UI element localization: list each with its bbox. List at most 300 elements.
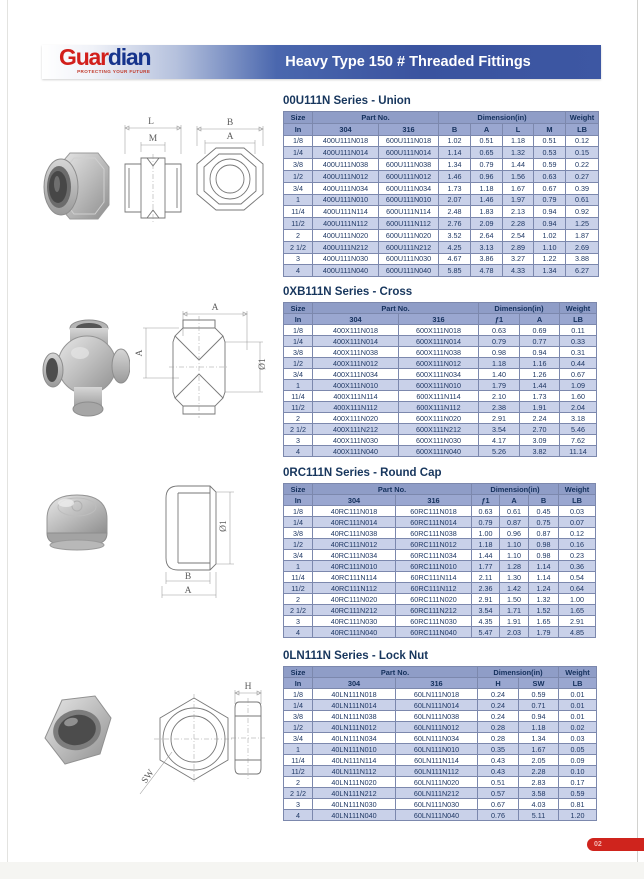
- lock-nut-photo: [38, 692, 116, 772]
- value-cell: 0.79: [471, 159, 503, 171]
- part-no-cell: 40RC111N114: [313, 572, 396, 583]
- table-subheader-row: [284, 123, 599, 135]
- value-cell: 0.07: [559, 517, 596, 528]
- table-subheader-row: [284, 314, 597, 325]
- part-no-cell: 40RC111N112: [313, 583, 396, 594]
- table-row: [284, 627, 596, 638]
- value-cell: 2.03: [500, 627, 529, 638]
- value-cell: 4.17: [479, 435, 520, 446]
- value-cell: 1.00: [472, 528, 500, 539]
- size-cell: 2: [284, 777, 313, 788]
- part-no-cell: 60LN111N114: [396, 755, 478, 766]
- value-cell: 0.76: [478, 810, 519, 821]
- size-cell: 1/8: [284, 506, 313, 517]
- value-cell: 2.91: [559, 616, 596, 627]
- size-cell: 1/8: [284, 689, 313, 700]
- value-cell: 1.77: [472, 561, 500, 572]
- value-cell: 3.52: [439, 229, 471, 241]
- cross-dim-label-A-left: A: [135, 349, 145, 357]
- size-cell: 3/4: [284, 550, 313, 561]
- table-row: [284, 583, 596, 594]
- size-cell: 1: [284, 744, 313, 755]
- value-cell: 0.64: [559, 583, 596, 594]
- table-header-row: [284, 484, 596, 495]
- brand-tagline: PROTECTING YOUR FUTURE: [77, 69, 151, 74]
- table-row: [284, 391, 597, 402]
- value-cell: 4.33: [503, 265, 534, 277]
- part-no-cell: 600U111N020: [379, 229, 439, 241]
- part-no-header: Part No.: [313, 484, 472, 495]
- page-edge-left: [7, 0, 8, 879]
- value-cell: 0.51: [471, 135, 503, 147]
- part-no-cell: 60LN111N020: [396, 777, 478, 788]
- part-no-cell: 600U111N114: [379, 206, 439, 218]
- part-no-cell: 40LN111N040: [313, 810, 396, 821]
- value-cell: 2.48: [439, 206, 471, 218]
- table-row: [284, 810, 597, 821]
- value-cell: 1.97: [503, 194, 534, 206]
- size-cell: 2: [284, 229, 313, 241]
- value-cell: 0.67: [478, 799, 519, 810]
- part-no-cell: 40LN111N038: [313, 711, 396, 722]
- lock-nut-hex-drawing: [136, 686, 240, 798]
- value-cell: 2.54: [503, 229, 534, 241]
- size-cell: 1/2: [284, 358, 313, 369]
- size-cell: 1: [284, 561, 313, 572]
- part-no-header: Part No.: [313, 667, 478, 678]
- part-no-cell: 600U111N018: [379, 135, 439, 147]
- value-cell: 1.44: [520, 380, 560, 391]
- size-unit-header: In: [284, 123, 313, 135]
- value-cell: 5.26: [479, 446, 520, 457]
- part-no-cell: 60RC111N034: [396, 550, 472, 561]
- weight-unit-header: LB: [559, 678, 597, 689]
- part-no-cell: 40RC111N030: [313, 616, 396, 627]
- part-no-cell: 40RC111N038: [313, 528, 396, 539]
- part-no-cell: 600X111N212: [399, 424, 479, 435]
- round-cap-table: [283, 483, 596, 638]
- table-row: [284, 528, 596, 539]
- material-316-header: 316: [396, 678, 478, 689]
- value-cell: 0.28: [478, 733, 519, 744]
- table-row: [284, 594, 596, 605]
- part-no-cell: 60RC111N014: [396, 517, 472, 528]
- table-row: [284, 550, 596, 561]
- part-no-cell: 40LN111N014: [313, 700, 396, 711]
- part-no-cell: 600X111N012: [399, 358, 479, 369]
- size-cell: 1/4: [284, 700, 313, 711]
- value-cell: 0.43: [478, 766, 519, 777]
- value-cell: 0.39: [566, 182, 599, 194]
- value-cell: 0.75: [529, 517, 559, 528]
- value-cell: 1.67: [519, 744, 559, 755]
- union-front-drawing: [192, 112, 268, 220]
- value-cell: 1.09: [560, 380, 597, 391]
- size-cell: 1/8: [284, 325, 313, 336]
- size-cell: 4: [284, 265, 313, 277]
- dimension-column-header: A: [520, 314, 560, 325]
- value-cell: 0.23: [559, 550, 596, 561]
- value-cell: 1.14: [529, 572, 559, 583]
- material-304-header: 304: [313, 314, 399, 325]
- nut-dim-label-H: H: [244, 682, 252, 692]
- dimension-column-header: B: [439, 123, 471, 135]
- cross-dim-label-A-top: A: [211, 303, 219, 313]
- value-cell: 2.24: [520, 413, 560, 424]
- table-header-row: [284, 303, 597, 314]
- value-cell: 3.27: [503, 253, 534, 265]
- part-no-cell: 600X111N040: [399, 446, 479, 457]
- value-cell: 0.51: [478, 777, 519, 788]
- part-no-cell: 40RC111N020: [313, 594, 396, 605]
- value-cell: 3.88: [566, 253, 599, 265]
- size-cell: 2: [284, 594, 313, 605]
- size-header: Size: [284, 303, 313, 314]
- dimension-column-header: A: [471, 123, 503, 135]
- value-cell: 1.34: [534, 265, 566, 277]
- part-no-cell: 600U111N030: [379, 253, 439, 265]
- table-row: [284, 170, 599, 182]
- dimension-column-header: B: [529, 495, 559, 506]
- table-row: [284, 147, 599, 159]
- value-cell: 1.67: [503, 182, 534, 194]
- table-row: [284, 241, 599, 253]
- part-no-cell: 400U111N114: [313, 206, 379, 218]
- value-cell: 1.83: [471, 206, 503, 218]
- value-cell: 2.28: [519, 766, 559, 777]
- value-cell: 2.28: [503, 218, 534, 230]
- value-cell: 1.73: [439, 182, 471, 194]
- value-cell: 1.18: [472, 539, 500, 550]
- value-cell: 1.02: [534, 229, 566, 241]
- value-cell: 0.02: [559, 722, 597, 733]
- value-cell: 0.67: [560, 369, 597, 380]
- size-cell: 2: [284, 413, 313, 424]
- value-cell: 4.78: [471, 265, 503, 277]
- size-cell: 3/4: [284, 182, 313, 194]
- size-cell: 2 1/2: [284, 241, 313, 253]
- value-cell: 1.40: [479, 369, 520, 380]
- size-cell: 11/4: [284, 391, 313, 402]
- value-cell: 6.27: [566, 265, 599, 277]
- size-cell: 3: [284, 435, 313, 446]
- dimension-column-header: L: [503, 123, 534, 135]
- value-cell: 2.13: [503, 206, 534, 218]
- dimension-column-header: ƒ1: [472, 495, 500, 506]
- table-row: [284, 402, 597, 413]
- part-no-cell: 60LN111N040: [396, 810, 478, 821]
- value-cell: 2.70: [520, 424, 560, 435]
- value-cell: 0.63: [479, 325, 520, 336]
- value-cell: 4.85: [559, 627, 596, 638]
- size-cell: 3: [284, 799, 313, 810]
- value-cell: 0.98: [479, 347, 520, 358]
- union-dim-label-M: M: [148, 134, 158, 144]
- table-row: [284, 777, 597, 788]
- value-cell: 1.65: [559, 605, 596, 616]
- brand-name: [59, 46, 150, 69]
- part-no-cell: 400X111N030: [313, 435, 399, 446]
- size-cell: 1/4: [284, 336, 313, 347]
- part-no-cell: 40RC111N010: [313, 561, 396, 572]
- part-no-cell: 60RC111N020: [396, 594, 472, 605]
- part-no-cell: 400U111N018: [313, 135, 379, 147]
- dimension-header: Dimension(in): [479, 303, 560, 314]
- value-cell: 1.14: [529, 561, 559, 572]
- value-cell: 0.36: [559, 561, 596, 572]
- value-cell: 0.94: [519, 711, 559, 722]
- value-cell: 0.59: [559, 788, 597, 799]
- size-unit-header: In: [284, 678, 313, 689]
- value-cell: 1.42: [500, 583, 529, 594]
- size-cell: 2 1/2: [284, 605, 313, 616]
- value-cell: 2.69: [566, 241, 599, 253]
- value-cell: 1.24: [529, 583, 559, 594]
- table-row: [284, 799, 597, 810]
- value-cell: 3.86: [471, 253, 503, 265]
- value-cell: 3.18: [560, 413, 597, 424]
- value-cell: 0.12: [559, 528, 596, 539]
- union-table: [283, 111, 599, 277]
- value-cell: 0.54: [559, 572, 596, 583]
- part-no-cell: 60RC111N010: [396, 561, 472, 572]
- value-cell: 4.67: [439, 253, 471, 265]
- part-no-cell: 40LN111N114: [313, 755, 396, 766]
- union-dim-label-L: L: [148, 117, 154, 127]
- union-photo: [38, 146, 112, 228]
- part-no-cell: 40LN111N030: [313, 799, 396, 810]
- part-no-cell: 400U111N014: [313, 147, 379, 159]
- value-cell: 1.79: [479, 380, 520, 391]
- weight-header: Weight: [560, 303, 597, 314]
- value-cell: 1.73: [520, 391, 560, 402]
- material-316-header: 316: [396, 495, 472, 506]
- material-304-header: 304: [313, 123, 379, 135]
- value-cell: 1.34: [439, 159, 471, 171]
- value-cell: 3.09: [520, 435, 560, 446]
- size-cell: 3: [284, 253, 313, 265]
- value-cell: 0.45: [529, 506, 559, 517]
- weight-unit-header: LB: [559, 495, 596, 506]
- part-no-cell: 600X111N010: [399, 380, 479, 391]
- value-cell: 1.18: [503, 135, 534, 147]
- part-no-cell: 60RC111N040: [396, 627, 472, 638]
- size-cell: 11/4: [284, 206, 313, 218]
- value-cell: 2.38: [479, 402, 520, 413]
- part-no-cell: 400X111N010: [313, 380, 399, 391]
- part-no-cell: 40LN111N010: [313, 744, 396, 755]
- material-304-header: 304: [313, 495, 396, 506]
- part-no-header: Part No.: [313, 112, 439, 124]
- value-cell: 0.96: [500, 528, 529, 539]
- value-cell: 1.65: [529, 616, 559, 627]
- table-row: [284, 159, 599, 171]
- size-cell: 11/2: [284, 583, 313, 594]
- value-cell: 1.22: [534, 253, 566, 265]
- value-cell: 1.30: [500, 572, 529, 583]
- value-cell: 0.69: [520, 325, 560, 336]
- value-cell: 2.64: [471, 229, 503, 241]
- value-cell: 3.54: [472, 605, 500, 616]
- material-304-header: 304: [313, 678, 396, 689]
- cross-table: [283, 302, 597, 457]
- value-cell: 4.35: [472, 616, 500, 627]
- part-no-cell: 40LN111N112: [313, 766, 396, 777]
- weight-unit-header: LB: [560, 314, 597, 325]
- page-edge-right: [637, 0, 638, 879]
- part-no-cell: 60LN111N010: [396, 744, 478, 755]
- part-no-cell: 600U111N112: [379, 218, 439, 230]
- value-cell: 0.59: [519, 689, 559, 700]
- size-cell: 1/4: [284, 517, 313, 528]
- part-no-cell: 60RC111N112: [396, 583, 472, 594]
- part-no-cell: 60RC111N038: [396, 528, 472, 539]
- value-cell: 1.60: [560, 391, 597, 402]
- value-cell: 1.18: [479, 358, 520, 369]
- table-row: [284, 336, 597, 347]
- material-316-header: 316: [379, 123, 439, 135]
- size-cell: 1/4: [284, 147, 313, 159]
- table-row: [284, 788, 597, 799]
- cross-dim-label-dia: Ø1: [258, 358, 268, 370]
- value-cell: 0.12: [566, 135, 599, 147]
- value-cell: 2.83: [519, 777, 559, 788]
- value-cell: 1.50: [500, 594, 529, 605]
- value-cell: 3.58: [519, 788, 559, 799]
- part-no-cell: 60LN111N112: [396, 766, 478, 777]
- size-cell: 1/2: [284, 722, 313, 733]
- value-cell: 1.32: [529, 594, 559, 605]
- part-no-cell: 60RC111N012: [396, 539, 472, 550]
- value-cell: 7.62: [560, 435, 597, 446]
- value-cell: 1.46: [439, 170, 471, 182]
- brand-name-blue: dian: [107, 44, 151, 70]
- table-row: [284, 517, 596, 528]
- dimension-column-header: H: [478, 678, 519, 689]
- part-no-cell: 40RC111N040: [313, 627, 396, 638]
- value-cell: 4.03: [519, 799, 559, 810]
- table-header-row: [284, 112, 599, 124]
- value-cell: 0.61: [500, 506, 529, 517]
- value-cell: 2.89: [503, 241, 534, 253]
- part-no-cell: 600U111N034: [379, 182, 439, 194]
- size-cell: 2 1/2: [284, 788, 313, 799]
- size-cell: 4: [284, 446, 313, 457]
- value-cell: 0.98: [529, 539, 559, 550]
- value-cell: 0.43: [478, 755, 519, 766]
- series-title-union: 00U111N Series - Union: [283, 95, 411, 107]
- value-cell: 1.10: [500, 539, 529, 550]
- value-cell: 0.31: [560, 347, 597, 358]
- table-row: [284, 325, 597, 336]
- value-cell: 2.11: [472, 572, 500, 583]
- size-cell: 4: [284, 627, 313, 638]
- part-no-cell: 600X111N018: [399, 325, 479, 336]
- part-no-cell: 60RC111N212: [396, 605, 472, 616]
- table-row: [284, 733, 597, 744]
- value-cell: 0.94: [534, 206, 566, 218]
- value-cell: 1.14: [439, 147, 471, 159]
- value-cell: 0.03: [559, 733, 597, 744]
- value-cell: 1.44: [503, 159, 534, 171]
- part-no-cell: 400U111N212: [313, 241, 379, 253]
- part-no-cell: 40RC111N212: [313, 605, 396, 616]
- part-no-cell: 600U111N040: [379, 265, 439, 277]
- value-cell: 1.32: [503, 147, 534, 159]
- value-cell: 0.92: [566, 206, 599, 218]
- value-cell: 1.71: [500, 605, 529, 616]
- series-title-cross: 0XB111N Series - Cross: [283, 286, 413, 298]
- part-no-cell: 600X111N020: [399, 413, 479, 424]
- size-cell: 1: [284, 194, 313, 206]
- table-row: [284, 572, 596, 583]
- part-no-cell: 40LN111N034: [313, 733, 396, 744]
- part-no-cell: 400X111N012: [313, 358, 399, 369]
- part-no-cell: 400X111N038: [313, 347, 399, 358]
- value-cell: 3.54: [479, 424, 520, 435]
- part-no-cell: 40RC111N012: [313, 539, 396, 550]
- part-no-cell: 40LN111N012: [313, 722, 396, 733]
- size-cell: 3: [284, 616, 313, 627]
- union-dim-label-A: A: [226, 132, 234, 142]
- table-row: [284, 358, 597, 369]
- value-cell: 0.24: [478, 689, 519, 700]
- table-row: [284, 194, 599, 206]
- size-cell: 3/8: [284, 528, 313, 539]
- table-row: [284, 506, 596, 517]
- table-row: [284, 766, 597, 777]
- value-cell: 5.11: [519, 810, 559, 821]
- part-no-cell: 600X111N030: [399, 435, 479, 446]
- dimension-header: Dimension(in): [439, 112, 566, 124]
- value-cell: 2.36: [472, 583, 500, 594]
- size-header: Size: [284, 667, 313, 678]
- value-cell: 0.01: [559, 689, 597, 700]
- dimension-header: Dimension(in): [478, 667, 559, 678]
- page-number-badge: [587, 838, 644, 851]
- cap-dim-label-A: A: [184, 586, 192, 596]
- size-cell: 11/4: [284, 755, 313, 766]
- value-cell: 1.18: [519, 722, 559, 733]
- table-row: [284, 616, 596, 627]
- part-no-cell: 40LN111N018: [313, 689, 396, 700]
- header-banner: [42, 45, 601, 79]
- value-cell: 0.79: [534, 194, 566, 206]
- value-cell: 0.71: [519, 700, 559, 711]
- part-no-cell: 60RC111N030: [396, 616, 472, 627]
- part-no-cell: 600U111N012: [379, 170, 439, 182]
- value-cell: 1.28: [500, 561, 529, 572]
- part-no-cell: 400U111N112: [313, 218, 379, 230]
- size-cell: 11/2: [284, 766, 313, 777]
- value-cell: 0.87: [500, 517, 529, 528]
- value-cell: 0.87: [529, 528, 559, 539]
- value-cell: 0.94: [520, 347, 560, 358]
- value-cell: 1.79: [529, 627, 559, 638]
- part-no-cell: 600U111N010: [379, 194, 439, 206]
- value-cell: 0.61: [566, 194, 599, 206]
- part-no-cell: 400X111N040: [313, 446, 399, 457]
- value-cell: 3.13: [471, 241, 503, 253]
- value-cell: 2.91: [479, 413, 520, 424]
- table-row: [284, 265, 599, 277]
- part-no-cell: 600X111N014: [399, 336, 479, 347]
- part-no-cell: 40RC111N014: [313, 517, 396, 528]
- value-cell: 2.91: [472, 594, 500, 605]
- value-cell: 2.09: [471, 218, 503, 230]
- value-cell: 0.01: [559, 711, 597, 722]
- part-no-cell: 600X111N112: [399, 402, 479, 413]
